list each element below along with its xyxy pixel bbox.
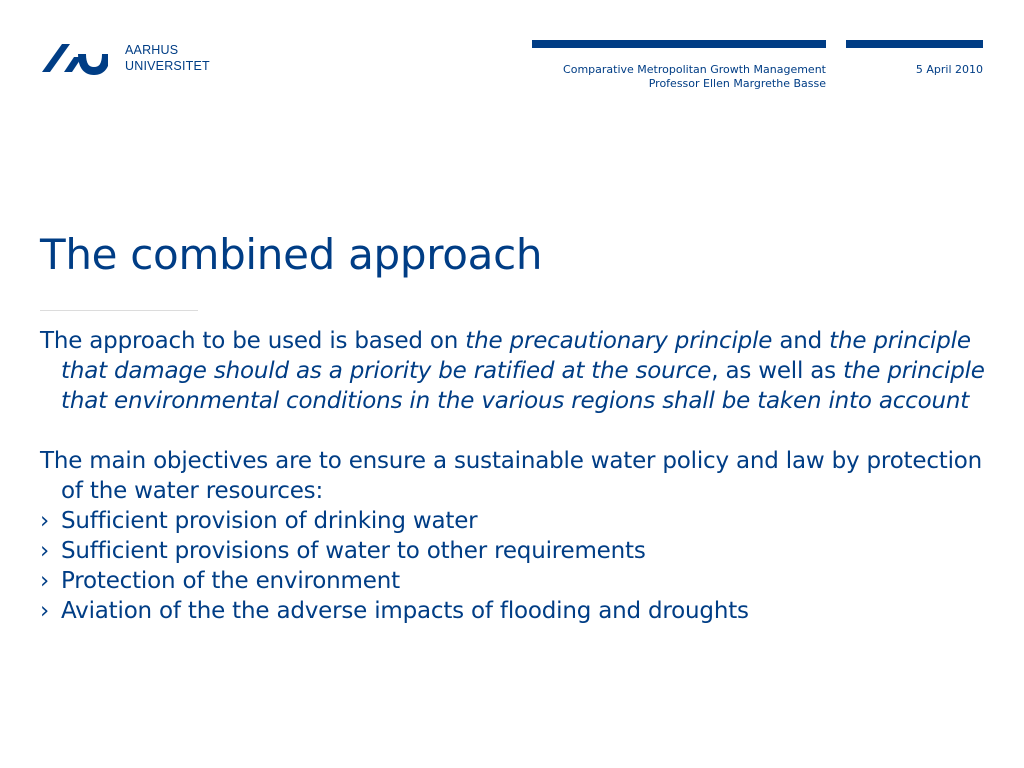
- list-item: [40, 536, 995, 566]
- university-name-line1: AARHUS: [125, 43, 179, 57]
- approach-paragraph: [40, 326, 995, 416]
- list-item-text: Protection of the environment: [61, 568, 400, 594]
- approach-text-3: , as well as: [711, 358, 844, 384]
- university-name: [125, 42, 210, 74]
- course-title: Comparative Metropolitan Growth Management: [563, 63, 826, 76]
- source-principle: the principle that damage should as a priority be ratified at the source: [61, 328, 971, 384]
- bullet-marker-icon: ›: [40, 598, 49, 624]
- slide-title: The combined approach: [40, 230, 543, 279]
- slide-body: [40, 326, 995, 626]
- header-bar-left: [532, 40, 826, 48]
- approach-text-2: and: [772, 328, 830, 354]
- university-name-line2: UNIVERSITET: [125, 59, 210, 73]
- aarhus-university-logo-icon: [40, 40, 108, 76]
- list-item: [40, 596, 995, 626]
- header-course-info: [563, 63, 826, 91]
- list-item-text: Aviation of the the adverse impacts of flooding and droughts: [61, 598, 749, 624]
- bullet-marker-icon: ›: [40, 568, 49, 594]
- precautionary-principle: the precautionary principle: [465, 328, 773, 354]
- header-bar-right: [846, 40, 983, 48]
- bullet-marker-icon: ›: [40, 538, 49, 564]
- approach-text-1: The approach to be used is based on: [40, 328, 466, 354]
- list-item-text: Sufficient provision of drinking water: [61, 508, 478, 534]
- list-item: [40, 506, 995, 536]
- objectives-list: [40, 506, 995, 626]
- paragraph-spacer: [40, 416, 995, 446]
- title-divider: [40, 310, 198, 311]
- presenter-name: Professor Ellen Margrethe Basse: [648, 77, 826, 90]
- list-item: [40, 566, 995, 596]
- regional-principle: the principle that environmental conditions in the various regions shall be taken into account: [61, 358, 985, 414]
- slide-date: 5 April 2010: [915, 63, 983, 76]
- bullet-marker-icon: ›: [40, 508, 49, 534]
- list-item-text: Sufficient provisions of water to other requirements: [61, 538, 646, 564]
- objectives-paragraph: The main objectives are to ensure a sustainable water policy and law by protection of the water resources:: [40, 448, 983, 504]
